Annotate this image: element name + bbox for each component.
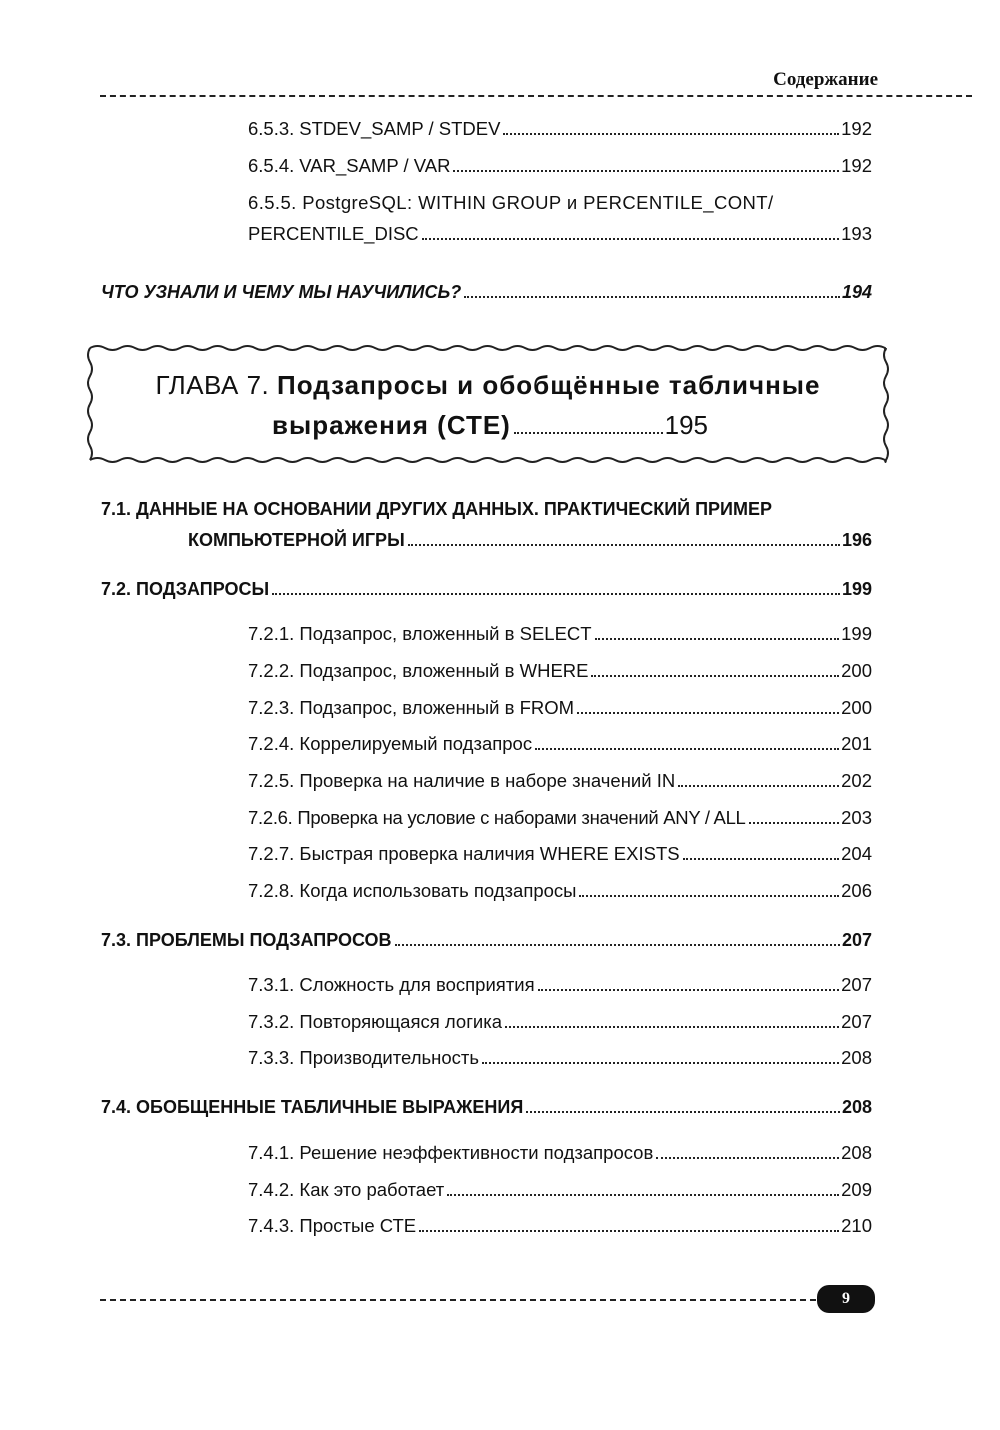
dot-leader	[535, 748, 839, 750]
toc-entry-7-2-8[interactable]	[248, 880, 872, 902]
dot-leader	[419, 1230, 839, 1232]
toc-entry-page: 206	[841, 880, 872, 901]
dot-leader	[678, 785, 839, 787]
toc-entry-title: ЧТО УЗНАЛИ И ЧЕМУ МЫ НАУЧИЛИСЬ?	[101, 282, 462, 302]
toc-entry-7-4-1[interactable]	[248, 1142, 872, 1164]
toc-entry-page: 207	[841, 1011, 872, 1032]
chapter-heading-line2[interactable]	[272, 409, 708, 441]
toc-entry-page: 201	[841, 733, 872, 754]
toc-entry-7-2-2[interactable]	[248, 660, 872, 682]
toc-entry-6-5-3[interactable]	[248, 118, 872, 140]
toc-entry-page: 208	[841, 1097, 872, 1117]
toc-entry-7-3-2[interactable]	[248, 1011, 872, 1033]
toc-entry-page: 193	[841, 223, 872, 244]
toc-entry-title: КОМПЬЮТЕРНОЙ ИГРЫ	[188, 530, 405, 550]
dot-leader	[683, 858, 840, 860]
running-header-title: Содержание	[773, 69, 878, 90]
toc-section-7-2[interactable]	[101, 578, 872, 600]
toc-section-7-1-line1[interactable]: 7.1. ДАННЫЕ НА ОСНОВАНИИ ДРУГИХ ДАННЫХ. ПРАКТИЧЕСКИЙ ПРИМЕР	[101, 499, 772, 519]
toc-entry-7-2-5[interactable]	[248, 770, 872, 792]
toc-entry-title: VAR_SAMP / VAR	[299, 155, 451, 176]
toc-entry-title: 7.2.1. Подзапрос, вложенный в SELECT	[248, 623, 592, 644]
toc-entry-number: 6.5.3.	[248, 118, 295, 139]
chapter-label: ГЛАВА 7.	[155, 370, 270, 400]
toc-entry-title: 7.3.1. Сложность для восприятия	[248, 974, 535, 995]
toc-entry-title: 7.4.1. Решение неэффективности подзапросов	[248, 1142, 654, 1163]
dot-leader	[503, 133, 839, 135]
toc-entry-title: 7.2. ПОДЗАПРОСЫ	[101, 579, 270, 599]
dot-leader	[482, 1062, 839, 1064]
chapter-heading-line1[interactable]	[84, 369, 892, 401]
chapter-wavy-frame	[84, 340, 892, 468]
header-divider	[100, 95, 972, 97]
toc-entry-title: PERCENTILE_DISC	[248, 223, 419, 244]
toc-section-7-3[interactable]	[101, 929, 872, 951]
toc-entry-7-2-6[interactable]	[248, 807, 872, 829]
toc-entry-7-2-7[interactable]	[248, 843, 872, 865]
toc-entry-7-4-3[interactable]	[248, 1215, 872, 1237]
toc-entry-title: 7.2.6. Проверка на условие с наборами значений ANY / ALL	[248, 807, 746, 828]
dot-leader	[514, 432, 663, 434]
dot-leader	[591, 675, 839, 677]
chapter-title-line2: выражения (СТЕ)	[272, 410, 511, 440]
toc-entry-page: 200	[841, 660, 872, 681]
toc-entry-page: 200	[841, 697, 872, 718]
toc-entry-page: 194	[841, 282, 872, 302]
dot-leader	[453, 170, 839, 172]
toc-entry-page: 196	[841, 530, 872, 550]
dot-leader	[656, 1157, 839, 1159]
toc-entry-page: 210	[841, 1215, 872, 1236]
toc-entry-page: 208	[841, 1047, 872, 1068]
dot-leader	[577, 712, 839, 714]
toc-entry-title: 7.4.3. Простые СТЕ	[248, 1215, 417, 1236]
toc-entry-7-2-3[interactable]	[248, 697, 872, 719]
toc-entry-7-2-4[interactable]	[248, 733, 872, 755]
dot-leader	[579, 895, 839, 897]
dot-leader	[595, 638, 840, 640]
toc-entry-page: 199	[841, 623, 872, 644]
toc-section-7-1[interactable]	[188, 529, 872, 551]
dot-leader	[505, 1026, 839, 1028]
toc-entry-7-4-2[interactable]	[248, 1179, 872, 1201]
toc-entry-title: 7.4. ОБОБЩЕННЫЕ ТАБЛИЧНЫЕ ВЫРАЖЕНИЯ	[101, 1097, 524, 1117]
toc-entry-page: 203	[841, 807, 872, 828]
toc-entry-page: 192	[841, 155, 872, 176]
toc-entry-title: 7.3.2. Повторяющаяся логика	[248, 1011, 503, 1032]
dot-leader	[538, 989, 839, 991]
toc-entry-title: 7.2.5. Проверка на наличие в наборе значений IN	[248, 770, 676, 791]
toc-entry-title: STDEV_SAMP / STDEV	[299, 118, 501, 139]
toc-entry-page: 207	[841, 930, 872, 950]
dot-leader	[464, 296, 840, 298]
dot-leader	[749, 822, 840, 824]
toc-entry-title: 7.2.7. Быстрая проверка наличия WHERE EXISTS	[248, 843, 680, 864]
toc-entry-title: 7.2.8. Когда использовать подзапросы	[248, 880, 577, 901]
toc-entry-title: 7.3. ПРОБЛЕМЫ ПОДЗАПРОСОВ	[101, 930, 392, 950]
dot-leader	[395, 944, 840, 946]
dot-leader	[422, 238, 839, 240]
toc-summary[interactable]	[101, 281, 872, 303]
toc-entry-7-2-1[interactable]	[248, 623, 872, 645]
toc-entry-6-5-5[interactable]	[248, 223, 872, 245]
toc-section-7-4[interactable]	[101, 1096, 872, 1118]
toc-entry-7-3-3[interactable]	[248, 1047, 872, 1069]
toc-entry-title: 7.2.2. Подзапрос, вложенный в WHERE	[248, 660, 589, 681]
toc-entry-page: 208	[841, 1142, 872, 1163]
toc-entry-7-3-1[interactable]	[248, 974, 872, 996]
toc-entry-title: 7.2.4. Коррелируемый подзапрос	[248, 733, 533, 754]
chapter-page: 195	[664, 410, 708, 440]
toc-entry-page: 207	[841, 974, 872, 995]
toc-entry-title: 7.2.3. Подзапрос, вложенный в FROM	[248, 697, 575, 718]
chapter-title-line1: Подзапросы и обобщённые табличные	[277, 370, 821, 400]
footer-divider	[100, 1299, 816, 1301]
toc-entry-page: 209	[841, 1179, 872, 1200]
toc-entry-page: 204	[841, 843, 872, 864]
dot-leader	[447, 1194, 839, 1196]
toc-entry-page: 199	[841, 579, 872, 599]
dot-leader	[272, 593, 840, 595]
toc-entry-page: 202	[841, 770, 872, 791]
toc-entry-title: 7.3.3. Производительность	[248, 1047, 479, 1068]
toc-entry-page: 192	[841, 118, 872, 139]
page-number-badge: 9	[817, 1285, 875, 1313]
dot-leader	[408, 544, 840, 546]
toc-entry-6-5-5-line1[interactable]: 6.5.5. PostgreSQL: WITHIN GROUP и PERCENTILE_CONT/	[248, 192, 774, 213]
toc-entry-number: 6.5.4.	[248, 155, 295, 176]
dot-leader	[526, 1111, 840, 1113]
toc-entry-title: 7.4.2. Как это работает	[248, 1179, 445, 1200]
toc-entry-6-5-4[interactable]	[248, 155, 872, 177]
